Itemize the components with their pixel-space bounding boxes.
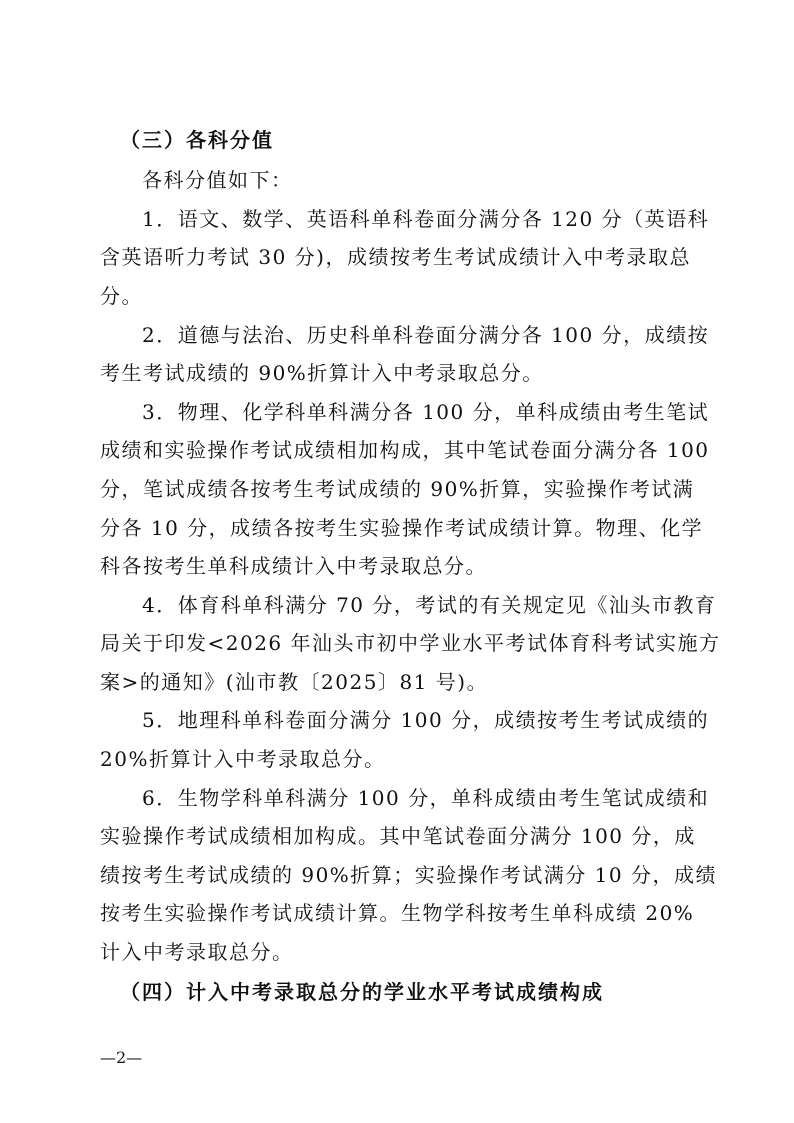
section-intro: 各科分值如下： xyxy=(142,168,293,192)
paragraph-line: 6．生物学科单科满分 100 分，单科成绩由考生笔试成绩和 xyxy=(142,786,710,810)
section-heading: （四）计入中考录取总分的学业水平考试成绩构成 xyxy=(120,980,604,1004)
paragraph-line: 科各按考生单科成绩计入中考录取总分。 xyxy=(100,554,487,578)
paragraph-line: 计入中考录取总分。 xyxy=(100,940,294,964)
paragraph-line: 1．语文、数学、英语科单科卷面分满分各 120 分（英语科 xyxy=(142,207,710,231)
paragraph-line: 20%折算计入中考录取总分。 xyxy=(100,747,386,771)
paragraph-line: 3．物理、化学科单科满分各 100 分，单科成绩由考生笔试 xyxy=(142,400,710,424)
paragraph-line: 含英语听力考试 30 分)，成绩按考生考试成绩计入中考录取总 xyxy=(100,245,691,269)
paragraph-line: 成绩和实验操作考试成绩相加构成，其中笔试卷面分满分各 100 xyxy=(100,438,710,462)
paragraph-line: 2．道德与法治、历史科单科卷面分满分各 100 分，成绩按 xyxy=(142,323,710,347)
paragraph-line: 局关于印发<2026 年汕头市初中学业水平考试体育科考试实施方 xyxy=(100,631,721,655)
paragraph-line: 绩按考生考试成绩的 90%折算；实验操作考试满分 10 分，成绩 xyxy=(100,863,717,887)
paragraph-line: 实验操作考试成绩相加构成。其中笔试卷面分满分 100 分，成 xyxy=(100,824,696,848)
paragraph-line: 分各 10 分，成绩各按考生实验操作考试成绩计算。物理、化学 xyxy=(100,516,704,540)
section-heading: （三）各科分值 xyxy=(120,128,274,152)
paragraph-line: 5．地理科单科卷面分满分 100 分，成绩按考生考试成绩的 xyxy=(142,708,710,732)
page-number: —2— xyxy=(100,1048,143,1067)
paragraph-line: 考生考试成绩的 90%折算计入中考录取总分。 xyxy=(100,361,544,385)
paragraph-line: 4．体育科单科满分 70 分，考试的有关规定见《汕头市教育 xyxy=(142,593,717,617)
paragraph-line: 案>的通知》(汕市教〔2025〕81 号)。 xyxy=(100,670,489,694)
paragraph-line: 分。 xyxy=(100,284,143,308)
paragraph-line: 按考生实验操作考试成绩计算。生物学科按考生单科成绩 20% xyxy=(100,901,695,925)
paragraph-line: 分，笔试成绩各按考生考试成绩的 90%折算，实验操作考试满 xyxy=(100,477,695,501)
